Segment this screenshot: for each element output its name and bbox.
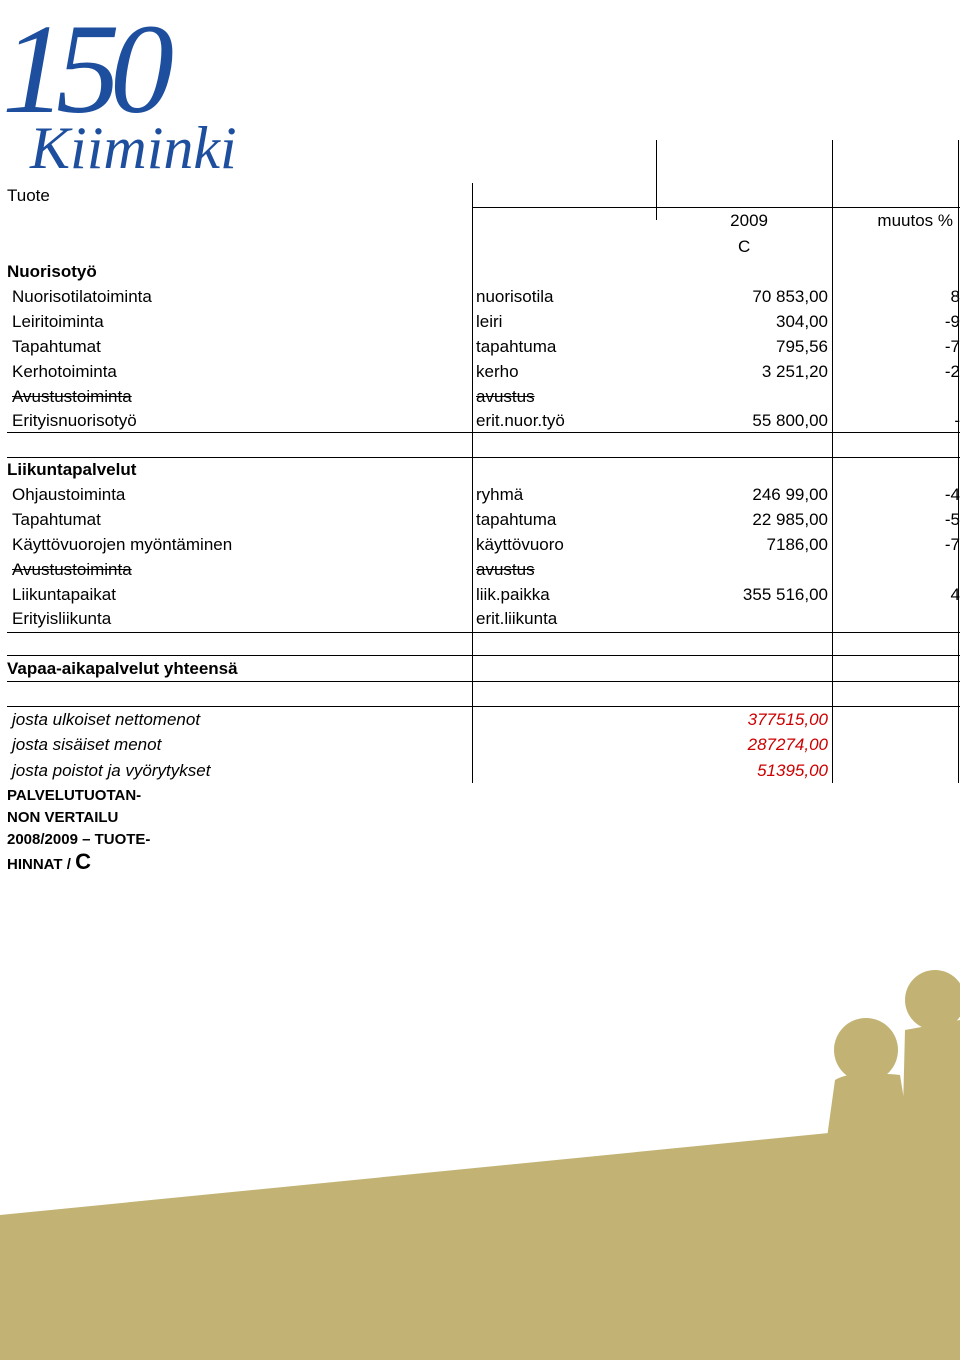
caption-line: PALVELUTUOTAN- — [7, 787, 142, 804]
row-unit: käyttövuoro — [476, 535, 564, 554]
section-title: Liikuntapalvelut — [7, 460, 137, 479]
row-value: 3 251,20 — [761, 362, 828, 381]
caption-line: NON VERTAILU — [7, 809, 119, 826]
row-unit: avustus — [476, 387, 535, 406]
children-silhouette-illustration — [0, 960, 960, 1360]
total-title-row — [0, 656, 960, 681]
section-title-row — [0, 457, 960, 482]
col-divider — [656, 140, 657, 220]
row-change: -7 — [944, 337, 960, 356]
total-label: josta ulkoiset nettomenot — [12, 710, 201, 729]
child-head — [834, 1018, 898, 1082]
row-unit: tapahtuma — [476, 510, 557, 529]
row-name: Erityisnuorisotyö — [12, 411, 137, 430]
section-title: Nuorisotyö — [7, 262, 97, 281]
caption-line-last — [7, 851, 150, 876]
header-product: Tuote — [7, 186, 50, 205]
row-name: Liikuntapaikat — [12, 585, 116, 604]
row-value: 355 516,00 — [742, 585, 828, 604]
row-change — [840, 557, 960, 582]
header-currency: C — [738, 237, 751, 256]
table-row — [0, 384, 960, 409]
row-change: 4 — [950, 585, 960, 604]
row-name: Erityisliikunta — [12, 609, 112, 628]
row-change: 8 — [950, 287, 960, 306]
child-body — [900, 1020, 960, 1230]
total-title: Vapaa-aikapalvelut yhteensä — [7, 659, 238, 678]
table-row — [0, 507, 960, 532]
row-unit: erit.liikunta — [476, 609, 558, 628]
table-row — [0, 557, 960, 582]
row-change — [840, 384, 960, 409]
total-value: 287274,00 — [747, 735, 828, 754]
row-name: Avustustoiminta — [12, 560, 132, 579]
row-name: Kerhotoiminta — [12, 362, 117, 381]
logo-number: 150 — [2, 0, 164, 140]
row-value: 304,00 — [776, 312, 828, 331]
row-value: 70 853,00 — [752, 287, 828, 306]
total-label: josta sisäiset menot — [12, 735, 162, 754]
row-unit: ryhmä — [476, 485, 524, 504]
section-title-row — [0, 259, 960, 284]
table-row — [0, 606, 960, 631]
row-value: 246 99,00 — [752, 485, 828, 504]
caption-line: HINNAT / — [7, 856, 71, 873]
row-unit: erit.nuor.työ — [476, 411, 565, 430]
row-unit: avustus — [476, 560, 535, 579]
total-value: 377515,00 — [747, 710, 828, 729]
table-row — [0, 582, 960, 607]
row-unit: kerho — [476, 362, 519, 381]
row-value: 55 800,00 — [752, 411, 828, 430]
caption-line: 2008/2009 – TUOTE- — [7, 831, 151, 848]
total-value: 51395,00 — [757, 761, 828, 780]
logo-name: Kiiminki — [30, 115, 237, 180]
total-label: josta poistot ja vyörytykset — [12, 761, 211, 780]
row-name: Ohjaustoiminta — [12, 485, 126, 504]
row-unit: tapahtuma — [476, 337, 557, 356]
row-name: Leiritoiminta — [12, 312, 104, 331]
table-row — [0, 309, 960, 334]
row-value: 22 985,00 — [752, 510, 828, 529]
table-row — [0, 408, 960, 433]
row-name: Käyttövuorojen myöntäminen — [12, 535, 233, 554]
row-name: Tapahtumat — [12, 510, 101, 529]
row-name: Avustustoiminta — [12, 387, 132, 406]
row-unit: leiri — [476, 312, 503, 331]
header-change: muutos % — [877, 211, 953, 230]
table-row — [0, 284, 960, 309]
row-divider — [7, 681, 960, 682]
table-row — [0, 532, 960, 557]
table-row — [0, 482, 960, 507]
row-change: -5 — [944, 510, 960, 529]
header-year: 2009 — [730, 211, 768, 230]
row-divider — [7, 632, 960, 633]
total-row — [0, 732, 960, 757]
row-change: -4 — [944, 485, 960, 504]
table-row — [0, 334, 960, 359]
row-change: -2 — [944, 362, 960, 381]
row-name: Tapahtumat — [12, 337, 101, 356]
comparison-caption — [7, 785, 150, 876]
child-head — [905, 970, 960, 1030]
total-row — [0, 707, 960, 732]
row-change — [840, 606, 960, 631]
row-change: -7 — [944, 535, 960, 554]
row-value: 7186,00 — [766, 535, 828, 554]
row-unit: nuorisotila — [476, 287, 554, 306]
caption-currency: C — [75, 849, 91, 874]
total-row — [0, 758, 960, 783]
row-unit: liik.paikka — [476, 585, 550, 604]
table-row — [0, 359, 960, 384]
row-name: Nuorisotilatoiminta — [12, 287, 152, 306]
row-value: 795,56 — [776, 337, 828, 356]
row-change: -9 — [944, 312, 960, 331]
row-change: - — [954, 411, 960, 430]
